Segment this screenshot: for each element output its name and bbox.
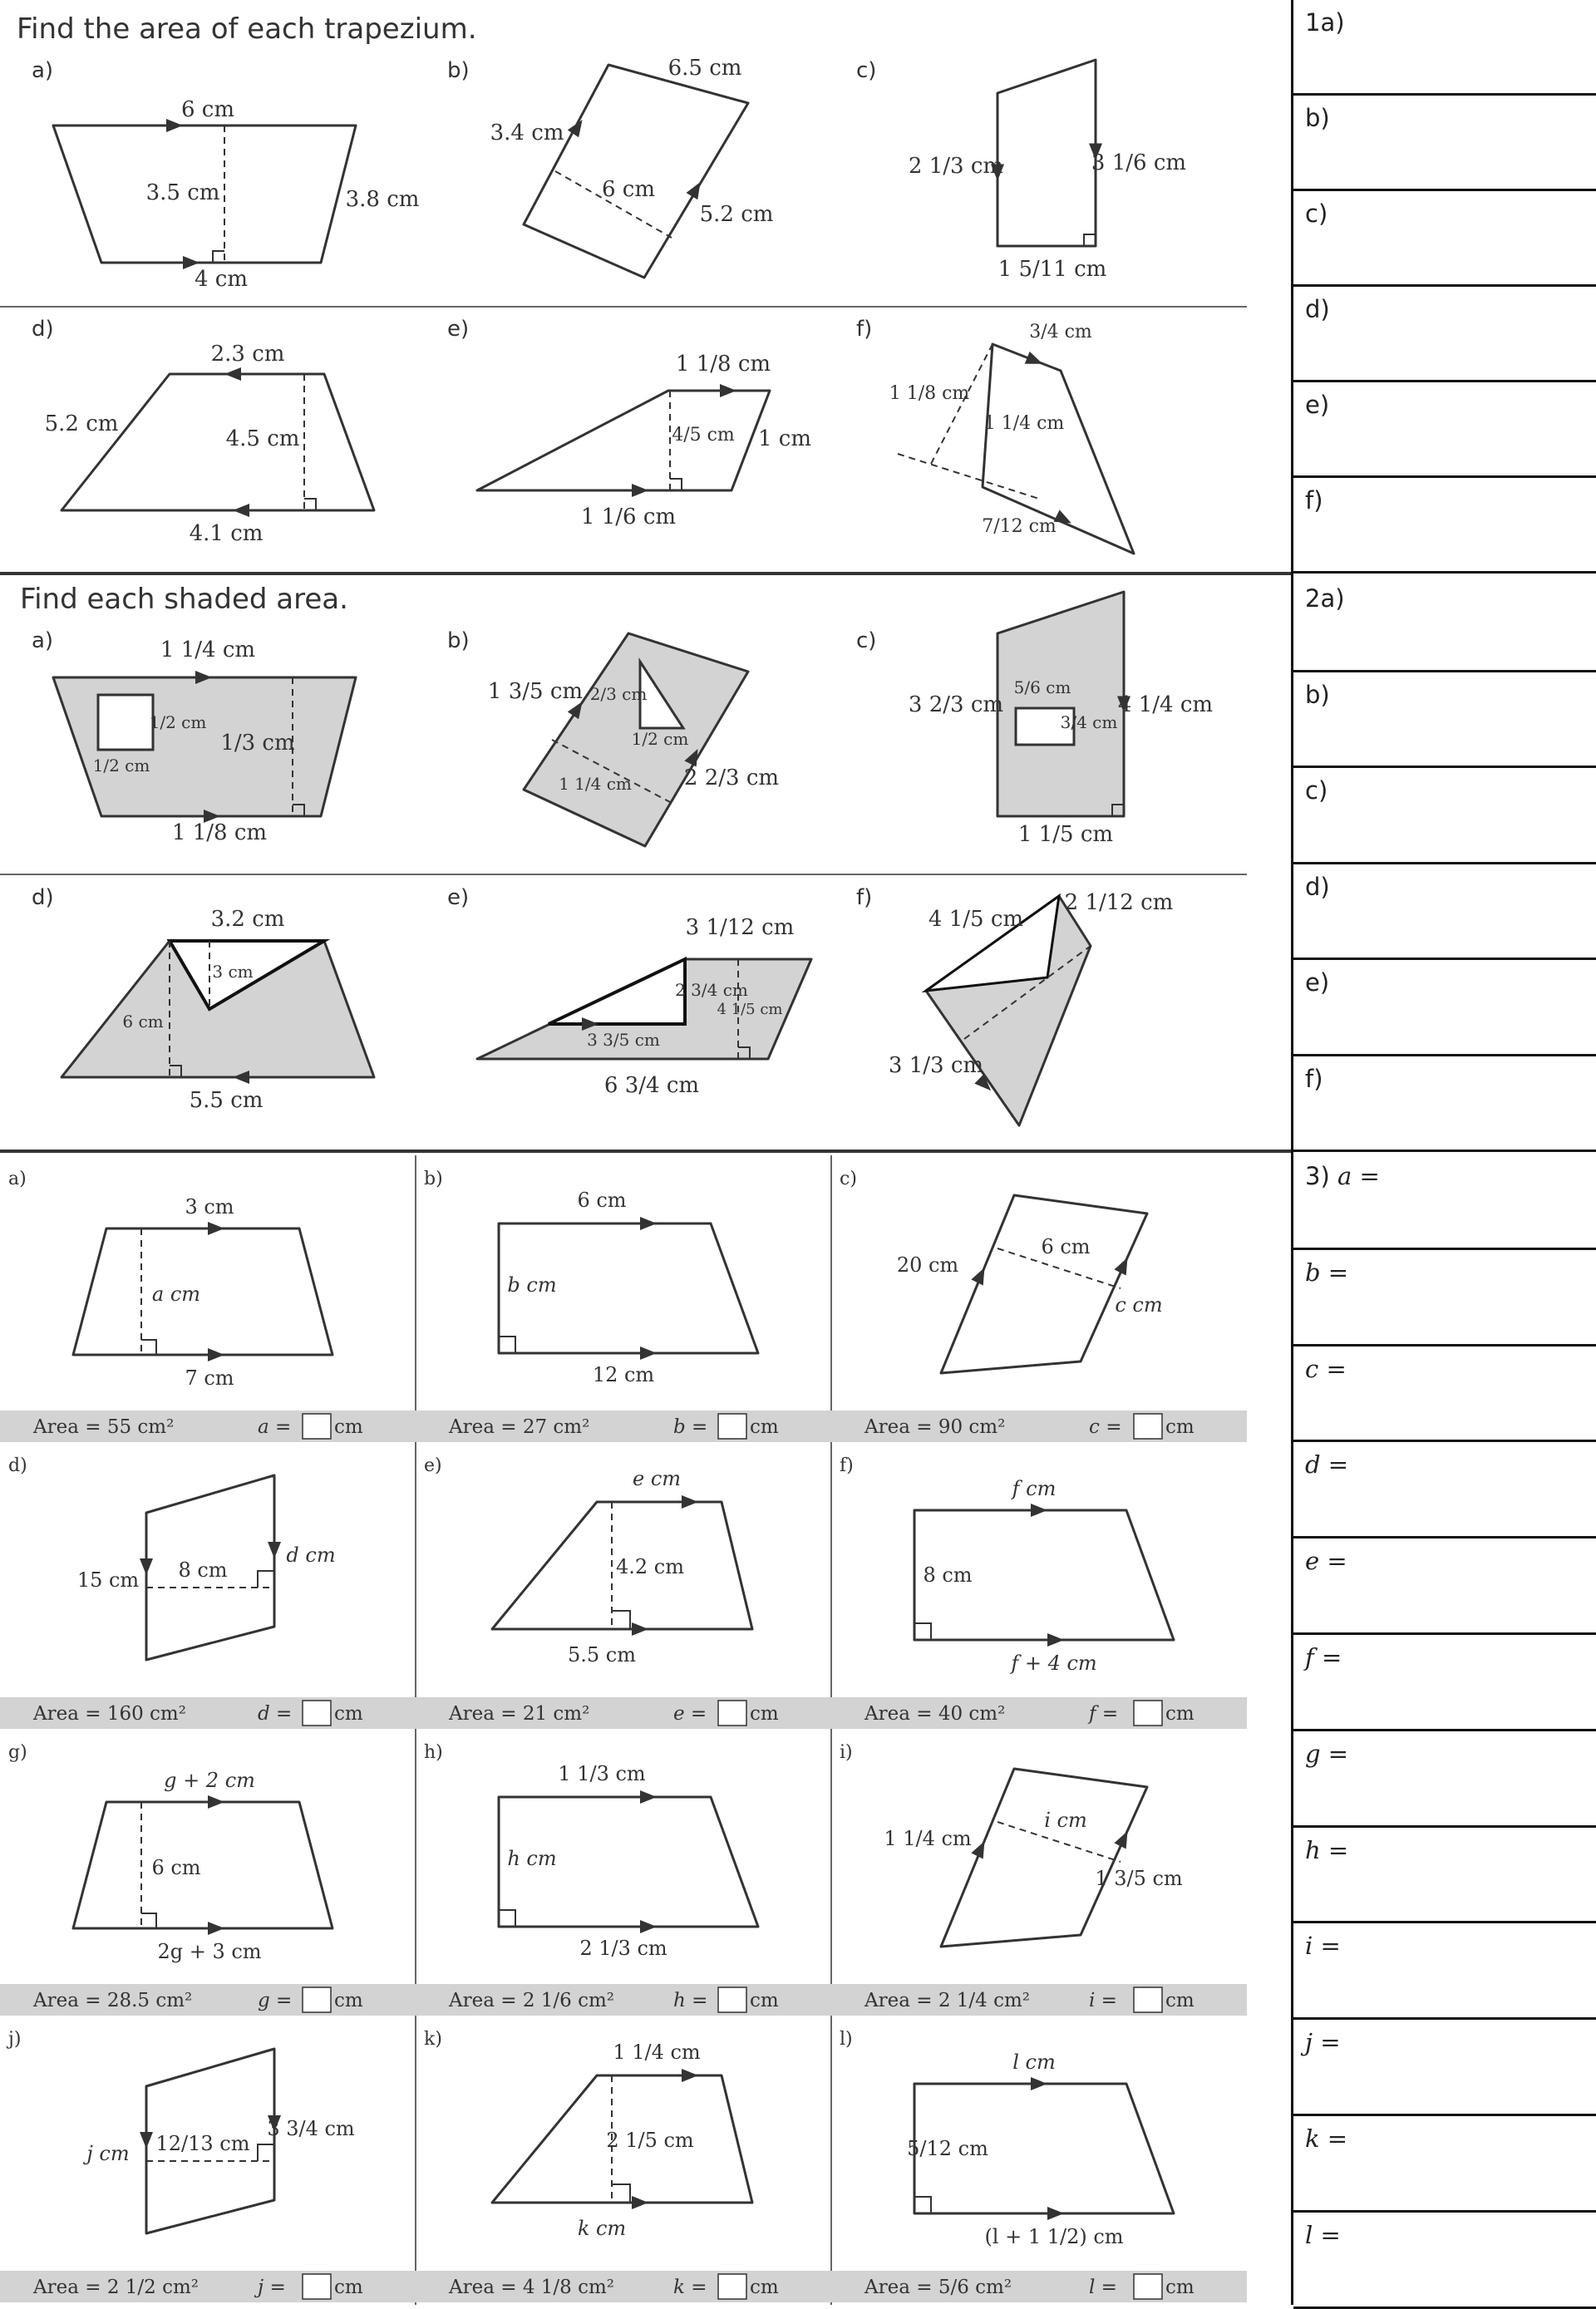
variable-label: l = [1089, 2277, 1117, 2298]
unit-label: cm [750, 1416, 779, 1438]
answer-cell[interactable] [1293, 2116, 1596, 2213]
hole-triangle [549, 959, 685, 1024]
section-title: Find the area of each trapezium. [17, 12, 477, 46]
dimension-label: 7 cm [185, 1366, 234, 1390]
answer-label: i = [1305, 1932, 1341, 1961]
dimension-label: 2 1/3 cm [579, 1937, 667, 1960]
area-statement: Area = 27 cm² [449, 1416, 590, 1438]
variable-label: a = [258, 1416, 292, 1438]
area-statement: Area = 40 cm² [864, 1703, 1006, 1725]
dimension-label: 3/4 cm [1060, 712, 1118, 732]
parallel-arrow-icon [971, 1841, 984, 1859]
answer-cell[interactable] [1293, 287, 1596, 382]
dimension-label: 3 3/5 cm [587, 1030, 660, 1050]
dimension-label: 3 cm [185, 1195, 234, 1219]
dimension-label: j cm [86, 2142, 130, 2165]
area-statement: Area = 2 1/4 cm² [864, 1990, 1031, 2011]
unit-label: cm [750, 1703, 779, 1725]
answer-label: f) [1305, 1064, 1323, 1093]
answer-label: j = [1305, 2028, 1341, 2057]
dimension-label: 20 cm [896, 1253, 959, 1277]
dimension-label: 6 cm [180, 97, 235, 122]
dimension-label: 2 3/4 cm [675, 980, 748, 1000]
unit-label: cm [334, 1703, 363, 1725]
dimension-label: 5/6 cm [1013, 677, 1071, 697]
question-label: a) [8, 1169, 27, 1189]
dimension-label: 4 1/4 cm [1117, 692, 1214, 717]
question-label: f) [856, 317, 873, 342]
area-statement: Area = 28.5 cm² [33, 1990, 193, 2011]
dimension-label: 6.5 cm [667, 56, 742, 81]
unit-label: cm [334, 2277, 363, 2298]
answer-label: c) [1305, 776, 1328, 805]
answer-label: h = [1305, 1835, 1349, 1864]
dimension-label: 1 1/4 cm [884, 1827, 972, 1850]
dimension-label: 1 1/8 cm [171, 820, 268, 845]
question-label: j) [8, 2029, 22, 2050]
variable-label: b = [673, 1416, 708, 1438]
dimension-label: 12 cm [592, 1363, 655, 1386]
dimension-label: 7/12 cm [982, 516, 1057, 537]
answer-cell[interactable] [1293, 1731, 1596, 1828]
answer-label: 2a) [1305, 584, 1345, 613]
dimension-label: 6 cm [577, 1189, 627, 1212]
answer-box[interactable] [718, 2274, 746, 2299]
dimension-label: 1 1/4 cm [613, 2041, 701, 2064]
dimension-label: 1 1/3 cm [558, 1762, 646, 1785]
answer-cell[interactable] [1293, 2020, 1596, 2116]
answer-box[interactable] [718, 1414, 746, 1439]
dimension-label: 4.1 cm [189, 521, 264, 546]
area-statement: Area = 21 cm² [449, 1703, 590, 1725]
height-line [931, 344, 993, 464]
dimension-label: k cm [577, 2217, 627, 2240]
answer-label: 1a) [1305, 8, 1345, 37]
answer-cell[interactable] [1293, 2213, 1596, 2309]
dimension-label: 3 1/3 cm [888, 1053, 984, 1078]
question-label: e) [424, 1455, 442, 1476]
dimension-label: f cm [1012, 1477, 1057, 1500]
answer-label: d = [1305, 1450, 1349, 1479]
answer-cell[interactable] [1293, 864, 1596, 961]
dimension-label: f + 4 cm [1011, 1652, 1097, 1675]
answer-box[interactable] [303, 2274, 331, 2299]
variable-label: d = [258, 1703, 293, 1725]
dimension-label: 3 cm [212, 962, 254, 982]
answer-label: b = [1305, 1258, 1349, 1287]
dimension-label: 3 3/4 cm [267, 2117, 355, 2140]
question-label: f) [840, 1455, 854, 1476]
answer-cell[interactable] [1293, 96, 1596, 191]
question-label: c) [856, 628, 877, 653]
answer-box[interactable] [1134, 1987, 1162, 2012]
question-label: e) [447, 885, 470, 910]
parallel-arrow-icon [1025, 352, 1043, 364]
answer-label: b) [1305, 104, 1330, 132]
unit-label: cm [1165, 1416, 1195, 1438]
question-label: h) [424, 1742, 443, 1763]
dimension-label: 5.2 cm [699, 202, 774, 227]
dimension-label: 1 5/11 cm [998, 257, 1107, 282]
area-statement: Area = 160 cm² [33, 1703, 186, 1725]
dimension-label: 1 3/5 cm [1095, 1867, 1183, 1890]
answer-label: f = [1305, 1643, 1342, 1671]
answer-cell[interactable] [1293, 191, 1596, 287]
dimension-label: 2.3 cm [210, 342, 285, 367]
dimension-label: l cm [1012, 2051, 1056, 2074]
dimension-label: 5/12 cm [907, 2137, 988, 2160]
unit-label: cm [750, 1990, 779, 2011]
dimension-label: 1/3 cm [220, 731, 295, 756]
answer-cell[interactable] [1293, 1828, 1596, 1924]
answer-box[interactable] [303, 1987, 331, 2012]
question-label: g) [8, 1742, 27, 1763]
dimension-label: 6 cm [122, 1012, 164, 1031]
dimension-label: b cm [507, 1273, 557, 1297]
question-label: c) [840, 1169, 857, 1189]
answer-cell[interactable] [1293, 1154, 1596, 1250]
trapezium-shape [73, 1802, 332, 1928]
answer-box[interactable] [718, 1701, 746, 1726]
answer-box[interactable] [1134, 1414, 1162, 1439]
question-label: d) [32, 317, 54, 342]
dimension-label: 1 3/5 cm [487, 679, 584, 704]
dimension-label: 2/3 cm [589, 684, 648, 704]
answer-cell[interactable] [1293, 1923, 1596, 2020]
dimension-label: a cm [151, 1283, 201, 1306]
dimension-label: d cm [286, 1543, 336, 1567]
answer-label: g = [1305, 1739, 1349, 1768]
dimension-label: 2 2/3 cm [683, 766, 780, 790]
answer-label: e) [1305, 968, 1330, 997]
variable-label: g = [258, 1990, 293, 2011]
dimension-label: 1 1/6 cm [580, 505, 677, 529]
answer-cell[interactable] [1293, 478, 1596, 574]
unit-label: cm [750, 2277, 779, 2298]
dimension-label: 8 cm [178, 1558, 228, 1582]
question-label: b) [447, 628, 470, 653]
area-statement: Area = 55 cm² [33, 1416, 175, 1438]
dimension-label: 3 1/12 cm [685, 915, 795, 940]
answer-label: b) [1305, 680, 1330, 709]
unit-label: cm [334, 1416, 363, 1438]
dimension-label: 3 1/6 cm [1091, 150, 1187, 175]
dimension-label: 1 1/8 cm [889, 383, 970, 404]
hole-square [98, 695, 153, 750]
answer-cell[interactable] [1293, 960, 1596, 1056]
unit-label: cm [334, 1990, 363, 2011]
variable-label: e = [673, 1703, 707, 1725]
variable-label: h = [673, 1990, 708, 2011]
dimension-label: g + 2 cm [164, 1769, 255, 1792]
area-statement: Area = 4 1/8 cm² [449, 2277, 615, 2298]
trapezium-shape [941, 1195, 1147, 1373]
variable-label: k = [673, 2277, 707, 2298]
variable-label: j = [258, 2277, 286, 2298]
dimension-label: 6 3/4 cm [603, 1073, 700, 1098]
answer-label: d) [1305, 295, 1330, 323]
question-label: a) [32, 58, 54, 83]
variable-label: f = [1089, 1703, 1119, 1725]
dimension-label: 6 cm [1041, 1235, 1091, 1258]
answer-cell[interactable] [1293, 382, 1596, 478]
dimension-label: 1/2 cm [149, 712, 207, 732]
dimension-label: 3.5 cm [145, 180, 220, 205]
dimension-label: e cm [632, 1467, 682, 1490]
trapezium-shape [524, 65, 748, 278]
dimension-label: 3/4 cm [1029, 322, 1092, 342]
trapezium-shape [73, 1228, 332, 1355]
answer-label: c = [1305, 1354, 1347, 1383]
answer-cell[interactable] [1293, 1347, 1596, 1443]
dimension-label: 1/2 cm [92, 756, 150, 775]
dimension-label: i cm [1044, 1809, 1087, 1832]
dimension-label: 4 1/5 cm [717, 1001, 783, 1018]
answer-box[interactable] [303, 1414, 331, 1439]
dimension-label: 3 2/3 cm [908, 692, 1004, 717]
question-label: b) [447, 58, 470, 83]
dimension-label: 3.4 cm [490, 121, 564, 145]
dimension-label: 1 cm [757, 426, 812, 451]
dimension-label: 4 1/5 cm [928, 907, 1024, 932]
answer-cell[interactable] [1293, 1635, 1596, 1731]
answer-label: f) [1305, 486, 1323, 514]
answer-cell[interactable] [1293, 576, 1596, 672]
dimension-label: 1 1/8 cm [675, 352, 771, 377]
question-label: d) [8, 1455, 27, 1476]
dimension-label: 15 cm [76, 1568, 140, 1592]
answer-label: l = [1305, 2220, 1341, 2249]
section-title: Find each shaded area. [20, 583, 348, 616]
area-statement: Area = 90 cm² [864, 1416, 1006, 1438]
question-label: f) [856, 885, 873, 910]
dimension-label: 1 1/4 cm [160, 638, 256, 662]
question-label: c) [856, 58, 877, 83]
parallel-arrow-icon [971, 1268, 984, 1285]
trapezium-shape [998, 60, 1096, 246]
area-statement: Area = 2 1/6 cm² [449, 1990, 615, 2011]
answer-column [1291, 0, 1596, 2305]
dimension-label: c cm [1115, 1293, 1163, 1317]
question-number: 3) [1305, 1162, 1337, 1190]
dimension-label: 6 cm [601, 177, 656, 202]
dimension-label: 4.2 cm [616, 1555, 684, 1578]
area-statement: Area = 5/6 cm² [864, 2277, 1012, 2298]
dimension-label: 5.5 cm [568, 1643, 636, 1667]
shaded-trapezium [998, 592, 1124, 816]
dimension-label: 3.8 cm [345, 187, 420, 212]
answer-cell[interactable] [1293, 768, 1596, 864]
answer-cell[interactable] [1293, 1056, 1596, 1153]
answer-cell[interactable] [1293, 0, 1596, 96]
answer-cell[interactable] [1293, 1250, 1596, 1347]
unit-label: cm [1165, 1990, 1195, 2011]
trapezium-shape [62, 374, 374, 510]
question-label: d) [32, 885, 54, 910]
dimension-label: 4.5 cm [225, 426, 300, 451]
dimension-label: 12/13 cm [155, 2132, 250, 2155]
dimension-label: 1/2 cm [631, 729, 689, 749]
answer-label: d) [1305, 872, 1330, 901]
dimension-label: 4 cm [194, 267, 249, 292]
dimension-label: 1 1/5 cm [1017, 822, 1114, 847]
unit-label: cm [1165, 2277, 1195, 2298]
dimension-label: 2 1/3 cm [908, 154, 1004, 179]
variable-label: i = [1089, 1990, 1117, 2011]
dimension-label: 5.5 cm [189, 1088, 264, 1113]
dimension-label: 4/5 cm [672, 425, 735, 446]
variable-label: c = [1089, 1416, 1122, 1438]
question-label: k) [424, 2029, 442, 2050]
answer-box[interactable] [1134, 1701, 1162, 1726]
answer-cell[interactable] [1293, 1539, 1596, 1635]
question-label: l) [840, 2029, 853, 2050]
answer-label: c) [1305, 199, 1328, 228]
dimension-label: h cm [507, 1847, 557, 1870]
dimension-label: 2g + 3 cm [157, 1940, 262, 1963]
dimension-label: (l + 1 1/2) cm [984, 2225, 1124, 2248]
answer-label: e) [1305, 391, 1330, 419]
area-statement: Area = 2 1/2 cm² [33, 2277, 200, 2298]
dimension-label: 5.2 cm [44, 411, 119, 436]
answer-cell[interactable] [1293, 672, 1596, 769]
unit-label: cm [1165, 1703, 1195, 1725]
question-label: b) [424, 1169, 443, 1189]
answer-box[interactable] [1134, 2274, 1162, 2299]
answer-box[interactable] [303, 1701, 331, 1726]
dimension-label: 1 1/4 cm [983, 413, 1065, 434]
answer-box[interactable] [718, 1987, 746, 2012]
trapezium-shape [941, 1769, 1147, 1947]
answer-cell[interactable] [1293, 1442, 1596, 1539]
question-label: e) [447, 317, 470, 342]
dimension-label: 8 cm [923, 1563, 973, 1587]
dimension-label: 6 cm [151, 1856, 201, 1879]
dimension-label: 2 1/12 cm [1064, 890, 1174, 915]
question-label: i) [840, 1742, 853, 1763]
dimension-label: 1 1/4 cm [559, 774, 632, 794]
answer-label: k = [1305, 2124, 1348, 2153]
dimension-label: 2 1/5 cm [606, 2129, 694, 2152]
answer-label: e = [1305, 1547, 1347, 1576]
question-label: a) [32, 628, 54, 653]
answer-label: a = [1337, 1162, 1380, 1190]
diagram-shapes [0, 60, 1291, 2305]
dimension-label: 3.2 cm [210, 907, 285, 932]
